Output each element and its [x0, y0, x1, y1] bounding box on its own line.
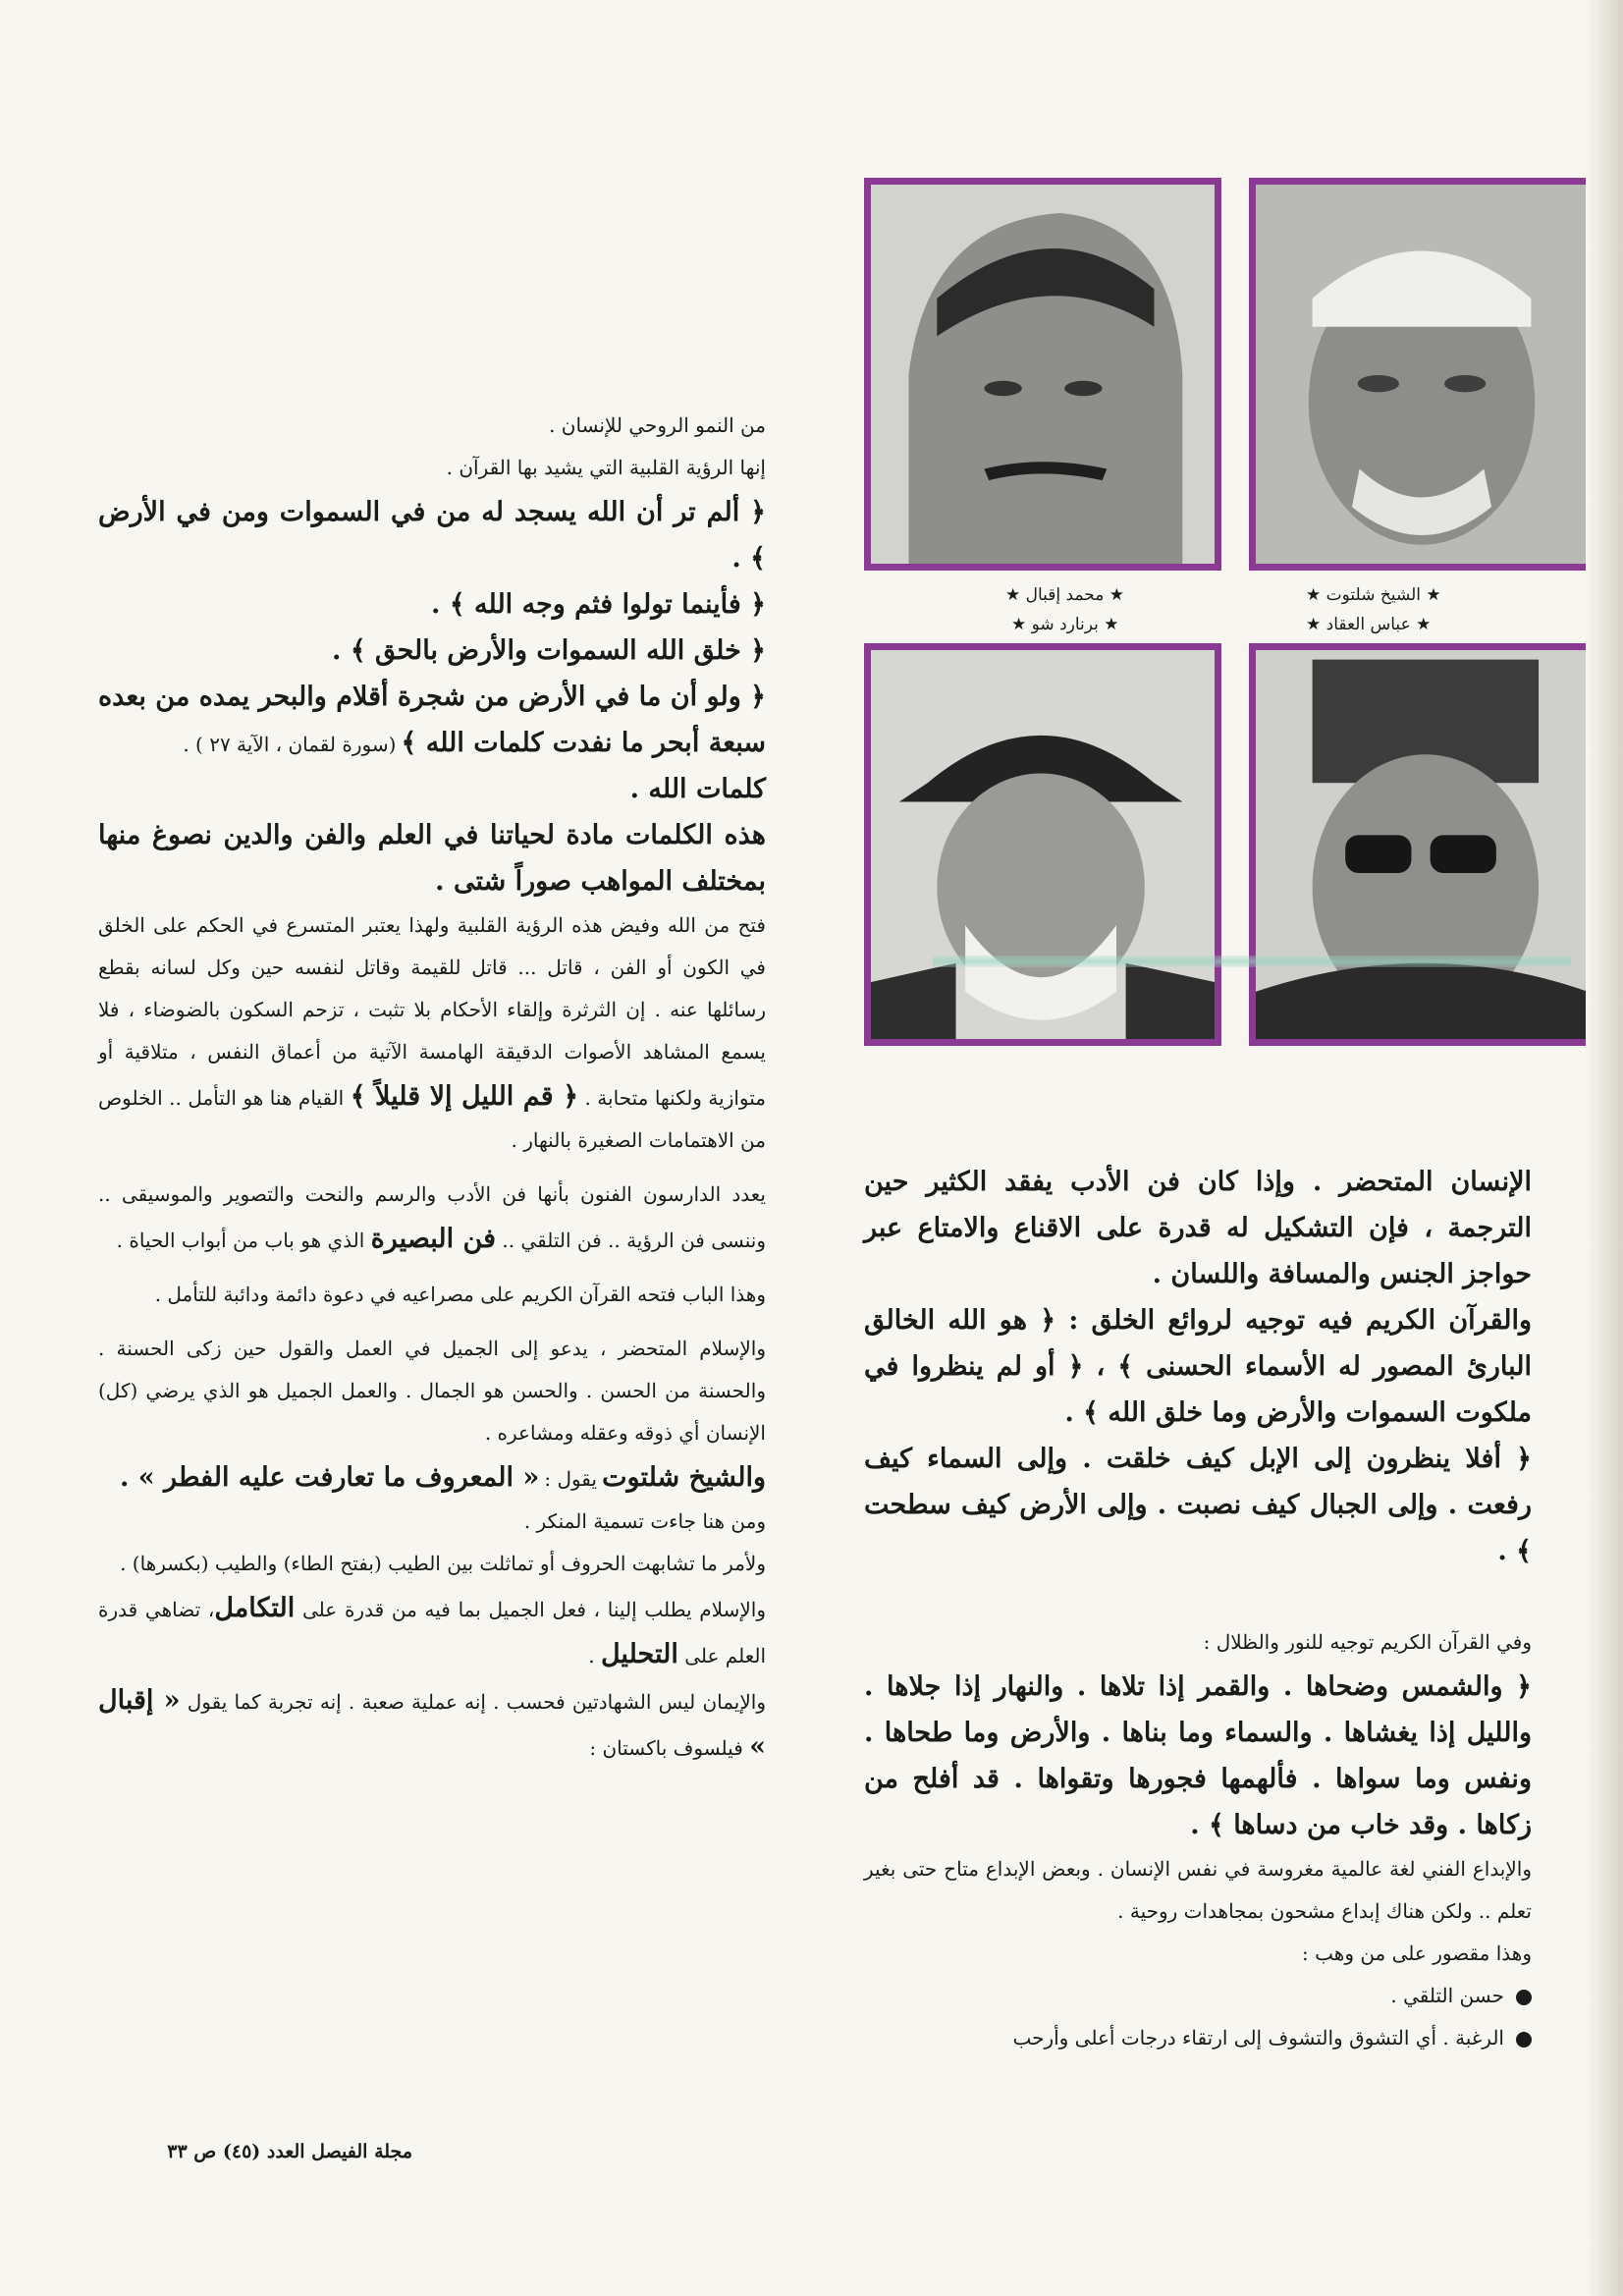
portrait-shaw-image — [871, 650, 1215, 1039]
text-run: ، تضاهي قدرة العلم على — [98, 1598, 766, 1667]
paragraph: هذه الكلمات مادة لحياتنا في العلم والفن والدين نصوغ منها بمختلف المواهب صوراً شتى . — [98, 820, 766, 897]
text-run: الذي هو باب من أبواب الحياة . — [116, 1229, 365, 1252]
text-run: فيلسوف باكستان : — [589, 1736, 743, 1760]
emphasis: التكامل — [214, 1593, 296, 1623]
photo-aqqad — [1249, 643, 1595, 1046]
quran-quote: ﴿ قم الليل إلا قليلاً ﴾ — [350, 1081, 579, 1112]
portrait-shaltout-image — [1256, 185, 1588, 564]
paragraph: إنها الرؤية القلبية التي يشيد بها القرآن . — [446, 456, 766, 479]
paragraph: والإسلام يطلب إلينا ، فعل الجميل بما فيه من قدرة على التكامل، تضاهي قدرة العلم على التحليل . — [98, 1593, 766, 1669]
paragraph: وفي القرآن الكريم توجيه للنور والظلال : — [1203, 1630, 1532, 1654]
bullet-item: الرغبة . أي التشوق والتشوف إلى ارتقاء درجات أعلى وأرحب — [864, 2017, 1532, 2059]
quran-quote: ﴿ فأينما تولوا فثم وجه الله ﴾ . — [431, 589, 766, 620]
text-run: والإسلام يطلب إلينا ، فعل الجميل بما فيه من قدرة على — [302, 1598, 766, 1621]
right-column — [864, 1159, 1532, 2059]
caption-shaw: ★ برنارد شو ★ — [1011, 615, 1119, 634]
paragraph — [98, 1174, 766, 1262]
paragraph: والإسلام المتحضر ، يدعو إلى الجميل في العمل والقول حين زكى الحسنة . والحسنة من الحسن . والحسن هو الجمال . والعمل الجميل هو الذي يرضي (كل) الإنسان أي ذوقه وعقله ومشاعره . — [98, 1337, 766, 1445]
quran-quote: ﴿ خلق الله السموات والأرض بالحق ﴾ . — [332, 635, 766, 666]
photo-shaw — [864, 643, 1221, 1046]
emphasis: « إقبال » — [98, 1685, 766, 1762]
paragraph: ومن هنا جاءت تسمية المنكر . — [523, 1509, 766, 1533]
paragraph: والقرآن الكريم فيه توجيه لروائع الخلق : ﴿ هو الله الخالق البارئ المصور له الأسماء الحسنى ﴾ ، ﴿ أو لم ينظروا في ملكوت السموات والأرض وما خلق الله ﴾ . — [864, 1305, 1532, 1428]
quran-quote: ﴿ ولو أن ما في الأرض من شجرة أقلام والبحر يمده من بعده سبعة أبحر ما نفدت كلمات الله ﴾ — [98, 682, 766, 758]
page-edge-shadow — [1586, 0, 1623, 2296]
paragraph: الإنسان المتحضر . وإذا كان فن الأدب يفقد الكثير حين الترجمة ، فإن التشكيل له قدرة على الاقناع والامتاع عبر حواجز الجنس والمسافة واللسان . — [864, 1167, 1532, 1289]
text-run: والإيمان ليس الشهادتين فحسب . إنه عملية صعبة . إنه تجربة كما يقول — [187, 1690, 766, 1714]
photo-shaltout — [1249, 178, 1595, 571]
paragraph — [98, 904, 766, 1162]
emphasis: فن البصيرة — [370, 1224, 496, 1254]
portrait-iqbal-image — [871, 185, 1215, 564]
photo-iqbal — [864, 178, 1221, 571]
paragraph: وهذا مقصور على من وهب : — [1302, 1941, 1532, 1965]
quote: « المعروف ما تعارفت عليه الفطر » . — [119, 1462, 540, 1493]
quran-quote: ﴿ والشمس وضحاها . والقمر إذا تلاها . والنهار إذا جلاها . والليل إذا يغشاها . والسماء وما بناها . والأرض وما طحاها . ونفس وما سواها . فألهمها فجورها وتقواها . قد أفلح من زكاها . وقد خاب من دساها ﴾ . — [864, 1671, 1532, 1840]
paragraph — [98, 1677, 766, 1770]
paragraph: من النمو الروحي للإنسان . — [549, 413, 766, 437]
paragraph: ﴿ أفلا ينظرون إلى الإبل كيف خلقت . وإلى السماء كيف رفعت . وإلى الجبال كيف نصبت . وإلى الأرض كيف سطحت ﴾ . — [864, 1444, 1532, 1566]
text-run: يقول : — [544, 1467, 597, 1491]
caption-shaltout: ★ الشيخ شلتوت ★ — [1306, 585, 1441, 605]
surah-reference: (سورة لقمان ، الآية ٢٧ ) . — [183, 733, 397, 756]
left-column — [98, 405, 766, 1770]
text-run: يعدد الدارسون الفنون بأنها فن الأدب والرسم والنحت والتصوير والموسيقى .. وننسى فن الرؤية .. فن التلقي .. — [98, 1182, 766, 1252]
page-footer: مجلة الفيصل العدد (٤٥) ص ٣٣ — [167, 2141, 412, 2162]
scan-artifact-line — [933, 956, 1571, 967]
caption-aqqad: ★ عباس العقاد ★ — [1306, 615, 1432, 634]
quran-quote: ﴿ ألم تر أن الله يسجد له من في السموات ومن في الأرض ﴾ . — [98, 497, 766, 574]
text-run: فتح من الله وفيض هذه الرؤية القلبية ولهذا يعتبر المتسرع في الحكم على الخلق في الكون أو الفن ، قاتل ... قاتل للقيمة وقاتل لنفسه حين وكل لسانه بقطع رسائلها عنه . إن الثرثرة وإلقاء الأحكام بلا تثبت ، تزحم السكون بالضوضاء ، فلا يسمع المشاهد الأصوات الدقيقة الهامسة الآتية من أعماق النفس ، متلاقية أو متوازية ولكنها متحابة . — [98, 913, 767, 1110]
bullet-item: حسن التلقي . — [864, 1975, 1532, 2017]
paragraph: ولأمر ما تشابهت الحروف أو تماثلت بين الطيب (بفتح الطاء) والطيب (بكسرها) . — [120, 1552, 766, 1575]
caption-iqbal: ★ محمد إقبال ★ — [1005, 585, 1125, 605]
emphasis: التحليل — [600, 1639, 678, 1669]
paragraph: وهذا الباب فتحه القرآن الكريم على مصراعيه في دعوة دائمة ودائبة للتأمل . — [154, 1283, 766, 1306]
paragraph: كلمات الله . — [629, 774, 766, 804]
paragraph: والإبداع الفني لغة عالمية مغروسة في نفس الإنسان . وبعض الإبداع متاح حتى بغير تعلم .. ولكن هناك إبداع مشحون بمجاهدات روحية . — [864, 1857, 1532, 1923]
paragraph — [98, 674, 766, 766]
portrait-aqqad-image — [1256, 650, 1588, 1039]
text-run: القيام هنا هو التأمل .. الخلوص من الاهتمامات الصغيرة بالنهار . — [98, 1086, 766, 1152]
bullet-list — [864, 1975, 1532, 2059]
paragraph — [98, 1454, 766, 1501]
emphasis: والشيخ شلتوت — [602, 1462, 766, 1493]
